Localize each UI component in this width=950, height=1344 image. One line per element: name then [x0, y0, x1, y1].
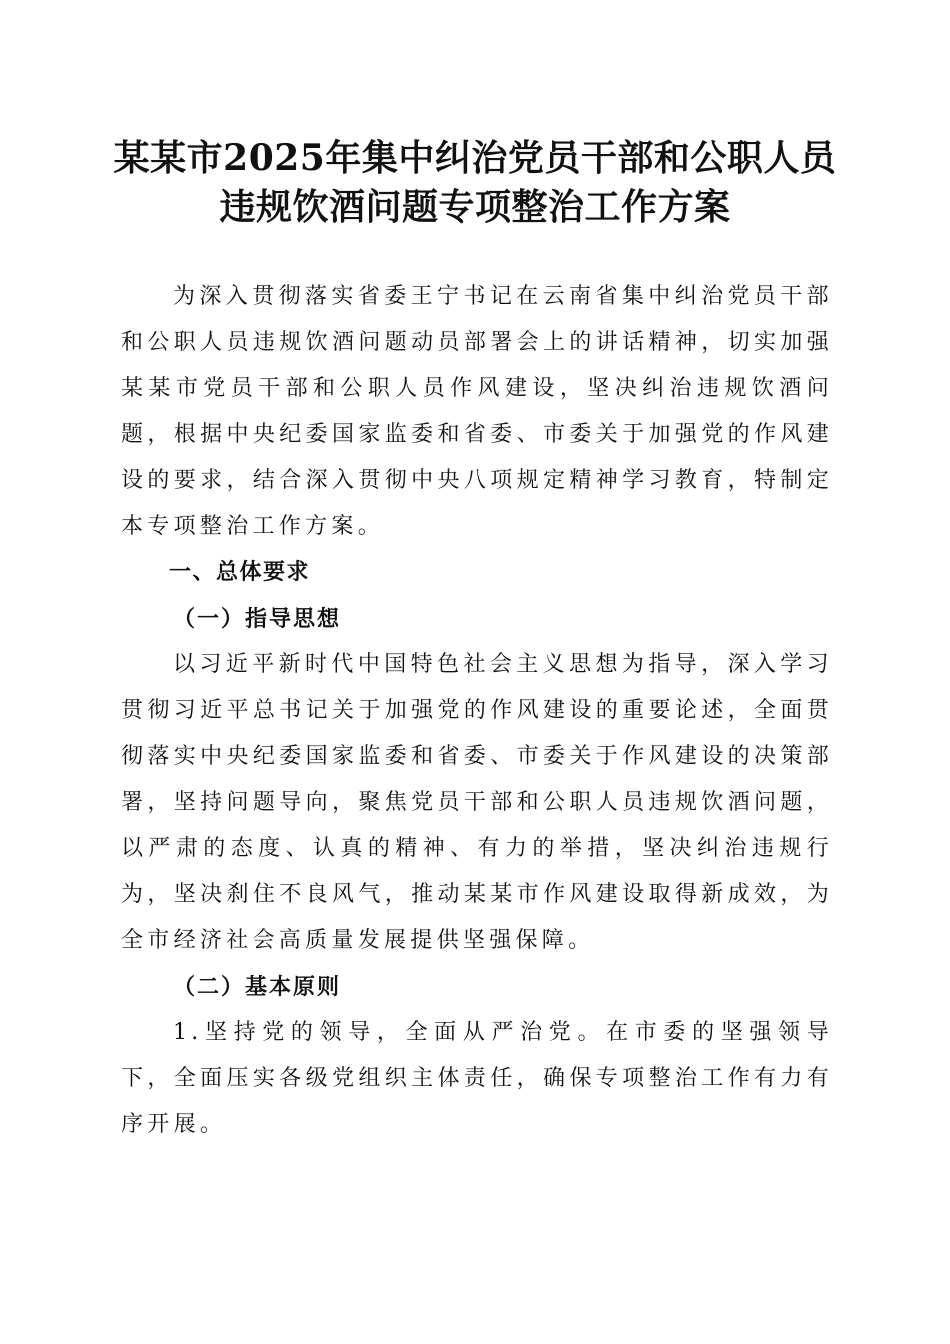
document-title-line-2: 违规饮酒问题专项整治工作方案 — [219, 186, 731, 228]
document-title-line-1: 某某市2025年集中纠治党员干部和公职人员 — [113, 137, 837, 179]
principle-1-paragraph: 1.坚持党的领导，全面从严治党。在市委的坚强领导下，全面压实各级党组织主体责任，确保专项整治工作有力有序开展。 — [121, 1020, 833, 1137]
guiding-ideology-paragraph: 以习近平新时代中国特色社会主义思想为指导，深入学习贯彻习近平总书记关于加强党的作风建设的重要论述，全面贯彻落实中央纪委国家监委和省委、市委关于作风建设的决策部署，坚持问题导向，聚焦党员干部和公职人员违规饮酒问题，以严肃的态度、认真的精神、有力的举措，坚决纠治违规行为，坚决刹住不良风气，推动某某市作风建设取得新成效，为全市经济社会高质量发展提供坚强保障。 — [121, 652, 833, 953]
subsection-heading-guiding-ideology: （一）指导思想 — [173, 606, 342, 632]
section-heading-general-requirements: 一、总体要求 — [169, 560, 311, 585]
document-body — [121, 274, 833, 1148]
intro-paragraph: 为深入贯彻落实省委王宁书记在云南省集中纠治党员干部和公职人员违规饮酒问题动员部署会上的讲话精神，切实加强某某市党员干部和公职人员作风建设，坚决纠治违规饮酒问题，根据中央纪委国家监委和省委、市委关于加强党的作风建设的要求，结合深入贯彻中央八项规定精神学习教育，特制定本专项整治工作方案。 — [121, 284, 833, 539]
subsection-heading-basic-principles: （二）基本原则 — [173, 974, 342, 1000]
